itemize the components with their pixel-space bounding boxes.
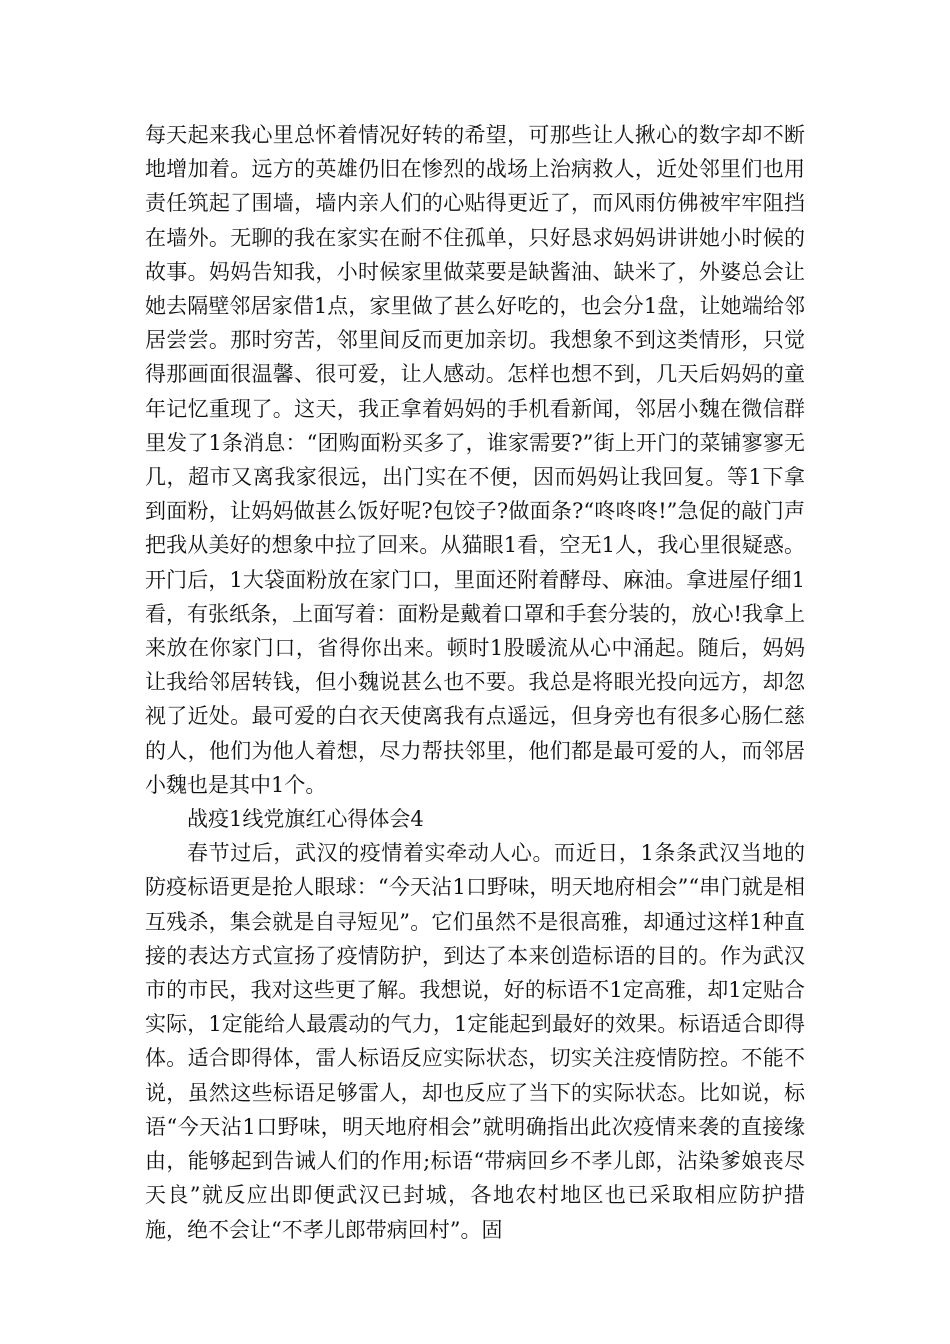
body-paragraph-story: 每天起来我心里总怀着情况好转的希望，可那些让人揪心的数字却不断地增加着。远方的英雄仍旧在惨烈的战场上治病救人，近处邻里们也用责任筑起了围墙，墙内亲人们的心贴得更近了，而风雨仿佛被牢牢阻挡在墙外。无聊的我在家实在耐不住孤单，只好恳求妈妈讲讲她小时候的故事。妈妈告知我，小时候家里做菜要是缺酱油、缺米了，外婆总会让她去隔壁邻居家借1点，家里做了甚么好吃的，也会分1盘，让她端给邻居尝尝。那时穷苦，邻里间反而更加亲切。我想象不到这类情形，只觉得那画面很温馨、很可爱，让人感动。怎样也想不到，几天后妈妈的童年记忆重现了。这天，我正拿着妈妈的手机看新闻，邻居小魏在微信群里发了1条消息：“团购面粉买多了，谁家需要?”街上开门的菜铺寥寥无几，超市又离我家很远，出门实在不便，因而妈妈让我回复。等1下拿到面粉，让妈妈做甚么饭好呢?包饺子?做面条?“咚咚咚!”急促的敲门声把我从美好的想象中拉了回来。从猫眼1看，空无1人，我心里很疑惑。开门后，1大袋面粉放在家门口，里面还附着酵母、麻油。拿进屋仔细1看，有张纸条，上面写着：面粉是戴着口罩和手套分装的，放心!我拿上来放在你家门口，省得你出来。顿时1股暖流从心中涌起。随后，妈妈让我给邻居转钱，但小魏说甚么也不要。我总是将眼光投向远方，却忽视了近处。最可爱的白衣天使离我有点遥远，但身旁也有很多心肠仁慈的人，他们为他人着想，尽力帮扶邻里，他们都是最可爱的人，而邻居小魏也是其中1个。 xyxy=(145,123,805,797)
document-body xyxy=(145,118,805,1247)
body-paragraph-slogans: 春节过后，武汉的疫情着实牵动人心。而近日，1条条武汉当地的防疫标语更是抢人眼球：“今天沾1口野味，明天地府相会”“串门就是相互残杀，集会就是自寻短见”。它们虽然不是很高雅，却通过这样1种直接的表达方式宣扬了疫情防护，到达了本来创造标语的目的。作为武汉市的市民，我对这些更了解。我想说，好的标语不1定高雅，却1定贴合实际，1定能给人最震动的气力，1定能起到最好的效果。标语适合即得体。适合即得体，雷人标语反应实际状态，切实关注疫情防控。不能不说，虽然这些标语足够雷人，却也反应了当下的实际状态。比如说，标语“今天沾1口野味，明天地府相会”就明确指出此次疫情来袭的直接缘由，能够起到告诫人们的作用;标语“带病回乡不孝儿郎，沾染爹娘丧尽天良”就反应出即便武汉已封城，各地农村地区也已采取相应防护措施，绝不会让“不孝儿郎带病回村”。固 xyxy=(145,841,805,1242)
section-heading: 战疫1线党旗红心得体会4 xyxy=(187,807,424,832)
